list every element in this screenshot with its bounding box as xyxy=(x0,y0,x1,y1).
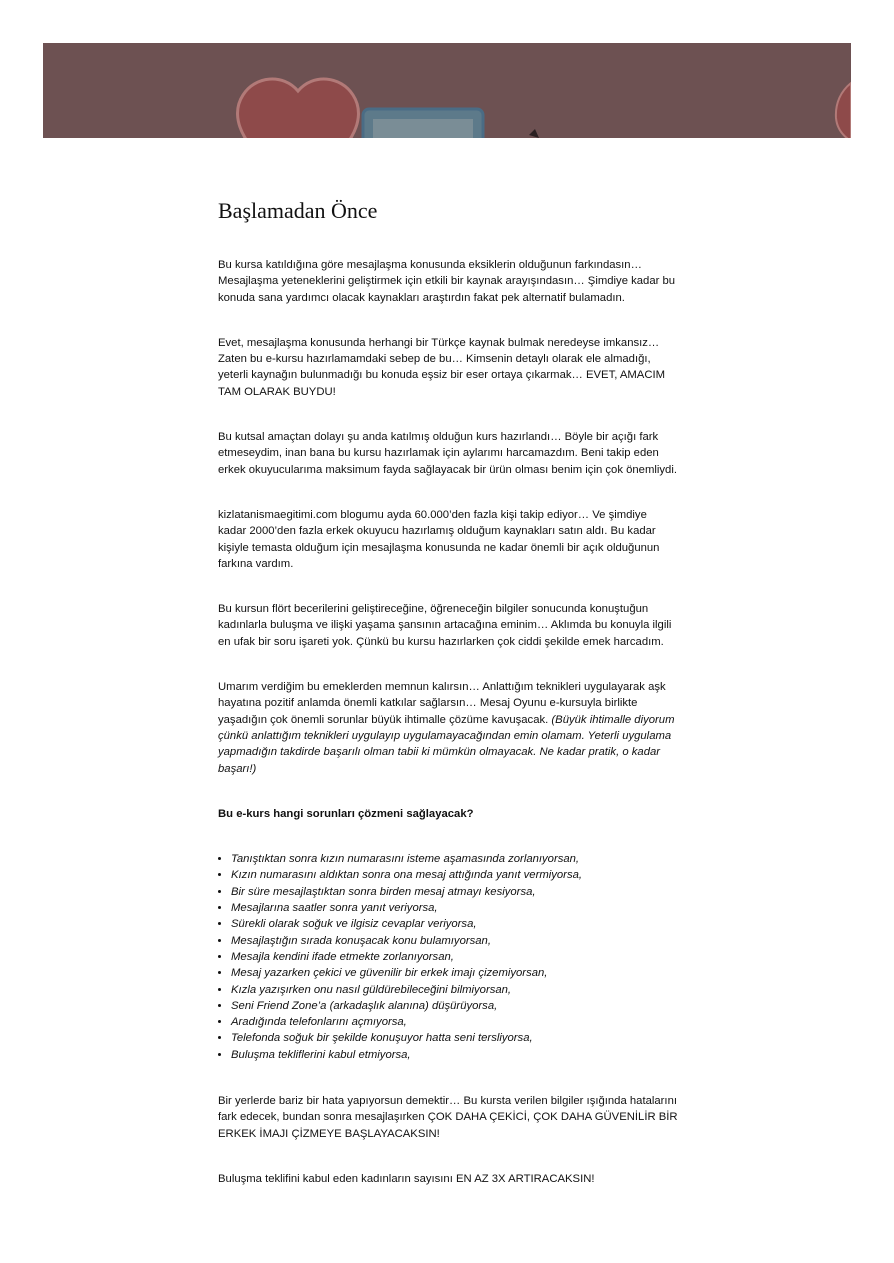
paragraph-italic-note: (Büyük ihtimalle diyorum çünkü anlattığım teknikleri uygulayıp uygulamayacağından emin olamam. Yeterli uygulama yapmadığın takdirde başarılı olman tabii ki mümkün olmayacak. Ne kadar pratik, o kadar başarı!) xyxy=(218,713,675,775)
list-item: • Kızla yazışırken onu nasıl güldürebileceğini bilmiyorsan, xyxy=(231,982,678,998)
intro-paragraph-2: Evet, mesajlaşma konusunda herhangi bir Türkçe kaynak bulmak neredeyse imkansız… Zaten bu e-kursu hazırlamamdaki sebep de bu… Kimsenin detaylı olarak ele almadığı, yeterli kaynağın bulunmadığı bu konuda eşsiz bir eser ortaya çıkarmak… EVET, AMACIM TAM OLARAK BUYDU! xyxy=(218,336,666,398)
section-heading: Bu e-kurs hangi sorunları çözmeni sağlayacak? xyxy=(218,807,474,820)
intro-paragraph-3: Bu kutsal amaçtan dolayı şu anda katılmış olduğun kurs hazırlandı… Böyle bir açığı fark etmeseydim, inan bana bu kursu hazırlamak için aylarımı harcamazdım. Beni takip eden erkek okuyucularıma maksimum fayda sağlayacak bir ürün olması benim için çok önemliydi. xyxy=(218,431,677,476)
list-item: • Seni Friend Zone’a (arkadaşlık alanına) düşürüyorsa, xyxy=(231,998,678,1014)
closing-paragraph-2: Buluşma teklifini kabul eden kadınların sayısını EN AZ 3X ARTIRACAKSIN! xyxy=(218,1172,595,1185)
list-item: • Sürekli olarak soğuk ve ilgisiz cevaplar veriyorsa, xyxy=(231,916,678,932)
list-item: • Buluşma tekliflerini kabul etmiyorsa, xyxy=(231,1047,678,1063)
page-title: Başlamadan Önce xyxy=(218,198,378,223)
list-item: • Mesajlaştığın sırada konuşacak konu bulamıyorsan, xyxy=(231,933,678,949)
main-content xyxy=(218,190,678,1216)
list-item: • Mesajla kendini ifade etmekte zorlanıyorsan, xyxy=(231,949,678,965)
paragraph-text: Umarım verdiğim bu emeklerden memnun kalırsın… Anlattığım teknikleri uygulayarak aşk hayatına pozitif anlamda önemli katkılar sağlarsın… Mesaj Oyunu e-kursuyla birlikte yaşadığın çok önemli sorunlar büyük ihtimalle çözüme kavuşacak. xyxy=(218,681,666,726)
list-item: • Mesajlarına saatler sonra yanıt veriyorsa, xyxy=(231,900,678,916)
list-item: • Tanıştıktan sonra kızın numarasını isteme aşamasında zorlanıyorsan, xyxy=(231,851,678,867)
list-item: • Mesaj yazarken çekici ve güvenilir bir erkek imajı çizemiyorsan, xyxy=(231,965,678,981)
list-item: • Telefonda soğuk bir şekilde konuşuyor hatta seni tersliyorsa, xyxy=(231,1030,678,1046)
intro-paragraph-5: Bu kursun flört becerilerini geliştireceğine, öğreneceğin bilgiler sonucunda konuştuğun kadınlarla buluşma ve ilişki yaşama şansının artacağına eminim… Aklımda bu konuyla ilgili en ufak bir soru işareti yok. Çünkü bu kursu hazırlarken çok ciddi şekilde emek harcadım. xyxy=(218,603,672,648)
intro-paragraph-4: kizlatanismaegitimi.com blogumu ayda 60.000’den fazla kişi takip ediyor… Ve şimdiye kadar 2000’den fazla erkek okuyucu hazırlamış olduğum kaynakları satın aldı. Bu kadar kişiyle temasta olduğum için mesajlaşma konusunda ne kadar önemli bir açık olduğunun farkına vardım. xyxy=(218,508,660,570)
header-banner xyxy=(43,43,851,138)
intro-paragraph-1: Bu kursa katıldığına göre mesajlaşma konusunda eksiklerin olduğunun farkındasın… Mesajlaşma yeteneklerini geliştirmek için etkili bir kaynak arayışındasın… Şimdiye kadar bu konuda sana yardımcı olacak kaynakları araştırdın fakat pek alternatif bulamadın. xyxy=(218,259,676,304)
list-item: • Bir süre mesajlaştıktan sonra birden mesaj atmayı kesiyorsa, xyxy=(231,884,678,900)
problems-list xyxy=(218,851,678,1063)
list-item: • Aradığında telefonlarını açmıyorsa, xyxy=(231,1014,678,1030)
heart-and-laptop-illustration xyxy=(43,43,851,138)
closing-paragraph-1: Bir yerlerde bariz bir hata yapıyorsun demektir… Bu kursta verilen bilgiler ışığında hatalarını fark edecek, bundan sonra mesajlaşırken ÇOK DAHA ÇEKİCİ, ÇOK DAHA GÜVENİLİR BİR ERKEK İMAJI ÇİZMEYE BAŞLAYACAKSIN! xyxy=(218,1094,678,1140)
list-item: • Kızın numarasını aldıktan sonra ona mesaj attığında yanıt vermiyorsa, xyxy=(231,867,678,883)
intro-paragraph-6 xyxy=(218,679,678,777)
